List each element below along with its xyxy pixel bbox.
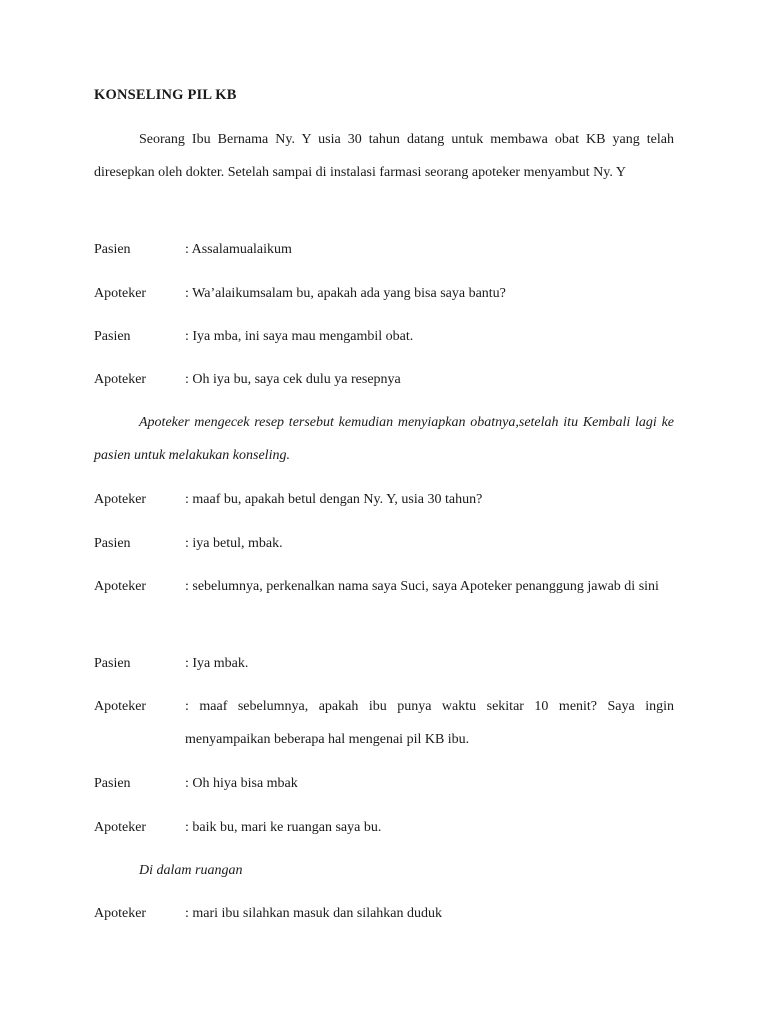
speech-text: : Oh iya bu, saya cek dulu ya resepnya: [185, 372, 401, 387]
speech-text: : iya betul, mbak.: [185, 536, 283, 551]
speech-text: : maaf bu, apakah betul dengan Ny. Y, usia 30 tahun?: [185, 492, 483, 507]
speaker-label: Apoteker: [94, 372, 147, 387]
stage-direction: Apoteker mengecek resep tersebut kemudian menyiapkan obatnya,setelah itu Kembali lagi ke pasien untuk melakukan konseling.: [94, 415, 674, 463]
speaker-label: Pasien: [94, 656, 131, 671]
dialogue-turn: [94, 570, 674, 603]
dialogue-turn: [94, 811, 674, 844]
speaker-label: Apoteker: [94, 286, 147, 301]
speaker-label: Apoteker: [94, 492, 147, 507]
speech-text: : Iya mba, ini saya mau mengambil obat.: [185, 329, 414, 344]
speech-text: : Assalamualaikum: [185, 242, 292, 257]
speech-text: : mari ibu silahkan masuk dan silahkan duduk: [185, 906, 443, 921]
speaker-label: Apoteker: [94, 579, 147, 594]
speaker-label: Apoteker: [94, 699, 147, 714]
stage-direction: Di dalam ruangan: [139, 863, 243, 878]
dialogue-turn: [94, 690, 674, 756]
dialogue-turn: [94, 527, 674, 560]
dialogue-turn: [94, 277, 674, 310]
dialogue-turn: [94, 767, 674, 800]
dialogue-turn: [94, 320, 674, 353]
speaker-label: Apoteker: [94, 820, 147, 835]
intro-paragraph: Seorang Ibu Bernama Ny. Y usia 30 tahun datang untuk membawa obat KB yang telah diresepkan oleh dokter. Setelah sampai di instalasi farmasi seorang apoteker menyambut Ny. Y: [94, 132, 674, 180]
speech-text: : sebelumnya, perkenalkan nama saya Suci, saya Apoteker penanggung jawab di sini: [185, 579, 659, 594]
dialogue-turn: [94, 363, 674, 396]
document-title: KONSELING PIL KB: [94, 87, 237, 103]
dialogue-turn: [94, 483, 674, 516]
speech-text: : baik bu, mari ke ruangan saya bu.: [185, 820, 382, 835]
speaker-label: Pasien: [94, 329, 131, 344]
speech-text: : maaf sebelumnya, apakah ibu punya waktu sekitar 10 menit? Saya ingin menyampaikan beberapa hal mengenai pil KB ibu.: [185, 699, 674, 747]
speaker-label: Apoteker: [94, 906, 147, 921]
dialogue-turn: [94, 233, 674, 266]
speech-text: : Oh hiya bisa mbak: [185, 776, 298, 791]
speaker-label: Pasien: [94, 242, 131, 257]
speech-text: : Wa’alaikumsalam bu, apakah ada yang bisa saya bantu?: [185, 286, 506, 301]
speech-text: : Iya mbak.: [185, 656, 249, 671]
dialogue-turn: [94, 647, 674, 680]
dialogue-turn: [94, 897, 674, 930]
speaker-label: Pasien: [94, 776, 131, 791]
speaker-label: Pasien: [94, 536, 131, 551]
